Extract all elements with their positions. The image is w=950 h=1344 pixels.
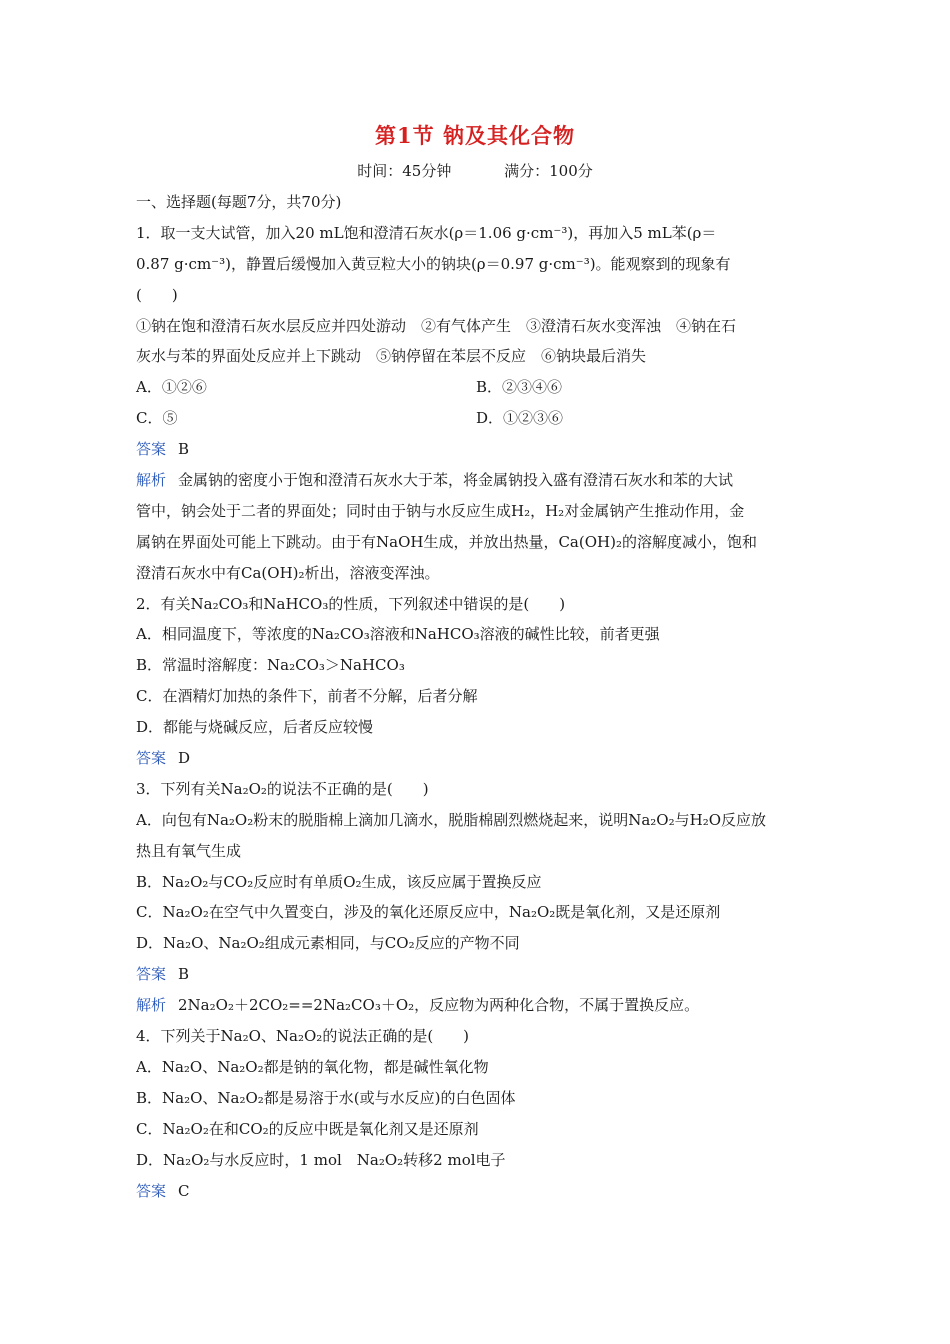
answer-label: 答案 xyxy=(136,749,167,768)
analysis-text: 澄清石灰水中有Ca(OH)₂析出，溶液变浑浊。 xyxy=(136,563,440,582)
question-3 xyxy=(136,774,816,1021)
analysis-label: 解析 xyxy=(136,471,167,490)
option-a: A．Na₂O、Na₂O₂都是钠的氧化物，都是碱性氧化物 xyxy=(136,1057,489,1076)
analysis-label: 解析 xyxy=(136,996,167,1015)
answer-value: B xyxy=(178,965,190,984)
answer-row xyxy=(136,743,816,774)
option-a: A．相同温度下，等浓度的Na₂CO₃溶液和NaHCO₃溶液的碱性比较，前者更强 xyxy=(136,625,660,644)
question-stem: 4．下列关于Na₂O、Na₂O₂的说法正确的是( ) xyxy=(136,1027,470,1046)
question-4 xyxy=(136,1021,816,1206)
option-b: B．②③④⑥ xyxy=(476,378,563,397)
option-b: B．Na₂O、Na₂O₂都是易溶于水(或与水反应)的白色固体 xyxy=(136,1088,516,1107)
answer-row xyxy=(136,1176,816,1207)
option-c: C．在酒精灯加热的条件下，前者不分解，后者分解 xyxy=(136,687,478,706)
question-stem: 2．有关Na₂CO₃和NaHCO₃的性质，下列叙述中错误的是( ) xyxy=(136,594,566,613)
answer-label: 答案 xyxy=(136,1181,167,1200)
answer-label: 答案 xyxy=(136,440,167,459)
analysis-row xyxy=(136,990,816,1021)
analysis-text: 2Na₂O₂＋2CO₂==2Na₂CO₃＋O₂，反应物为两种化合物，不属于置换反应。 xyxy=(178,996,700,1015)
question-2 xyxy=(136,589,816,774)
option-c: C．Na₂O₂在空气中久置变白，涉及的氧化还原反应中，Na₂O₂既是氧化剂，又是还原剂 xyxy=(136,903,721,922)
full-score: 满分：100分 xyxy=(504,162,593,180)
question-1 xyxy=(136,218,816,589)
question-stem: ( ) xyxy=(136,285,178,304)
option-c: C．⑤ xyxy=(136,409,178,428)
option-a: 热且有氧气生成 xyxy=(136,841,242,860)
page-title: 第1节 钠及其化合物 xyxy=(375,123,575,148)
question-list xyxy=(136,187,816,1206)
option-a: A．向包有Na₂O₂粉末的脱脂棉上滴加几滴水，脱脂棉剧烈燃烧起来，说明Na₂O₂与H₂O反应放 xyxy=(136,810,767,829)
option-d: D．①②③⑥ xyxy=(476,409,564,428)
section-heading: 一、选择题(每题7分，共70分) xyxy=(136,193,342,211)
question-items: 灰水与苯的界面处反应并上下跳动 ⑤钠停留在苯层不反应 ⑥钠块最后消失 xyxy=(136,347,647,366)
question-stem: 1．取一支大试管，加入20 mL饱和澄清石灰水(ρ＝1.06 g·cm⁻³)，再加入5 mL苯(ρ＝ xyxy=(136,223,717,242)
answer-value: B xyxy=(178,440,190,459)
exam-meta xyxy=(0,160,950,181)
option-row xyxy=(136,372,816,403)
analysis-text: 管中，钠会处于二者的界面处；同时由于钠与水反应生成H₂，H₂对金属钠产生推动作用，金 xyxy=(136,501,745,520)
question-items: ①钠在饱和澄清石灰水层反应并四处游动 ②有气体产生 ③澄清石灰水变浑浊 ④钠在石 xyxy=(136,316,737,335)
analysis-text: 属钠在界面处可能上下跳动。由于有NaOH生成，并放出热量，Ca(OH)₂的溶解度减小，饱和 xyxy=(136,532,757,551)
option-row xyxy=(136,403,816,434)
answer-value: C xyxy=(178,1181,190,1200)
option-a: A．①②⑥ xyxy=(136,378,207,397)
answer-label: 答案 xyxy=(136,965,167,984)
time-limit: 时间：45分钟 xyxy=(357,162,452,180)
option-c: C．Na₂O₂在和CO₂的反应中既是氧化剂又是还原剂 xyxy=(136,1119,479,1138)
question-stem: 3．下列有关Na₂O₂的说法不正确的是( ) xyxy=(136,779,429,798)
analysis-text: 金属钠的密度小于饱和澄清石灰水大于苯，将金属钠投入盛有澄清石灰水和苯的大试 xyxy=(178,471,734,490)
answer-row xyxy=(136,959,816,990)
question-stem: 0.87 g·cm⁻³)，静置后缓慢加入黄豆粒大小的钠块(ρ＝0.97 g·cm⁻³)。能观察到的现象有 xyxy=(136,254,731,273)
option-d: D．都能与烧碱反应，后者反应较慢 xyxy=(136,718,374,737)
option-d: D．Na₂O、Na₂O₂组成元素相同，与CO₂反应的产物不同 xyxy=(136,934,520,953)
analysis-row xyxy=(136,465,816,496)
answer-value: D xyxy=(178,749,191,768)
answer-row xyxy=(136,434,816,465)
option-b: B．常温时溶解度：Na₂CO₃＞NaHCO₃ xyxy=(136,656,405,675)
option-b: B．Na₂O₂与CO₂反应时有单质O₂生成，该反应属于置换反应 xyxy=(136,872,542,891)
option-d: D．Na₂O₂与水反应时，1 mol Na₂O₂转移2 mol电子 xyxy=(136,1150,506,1169)
